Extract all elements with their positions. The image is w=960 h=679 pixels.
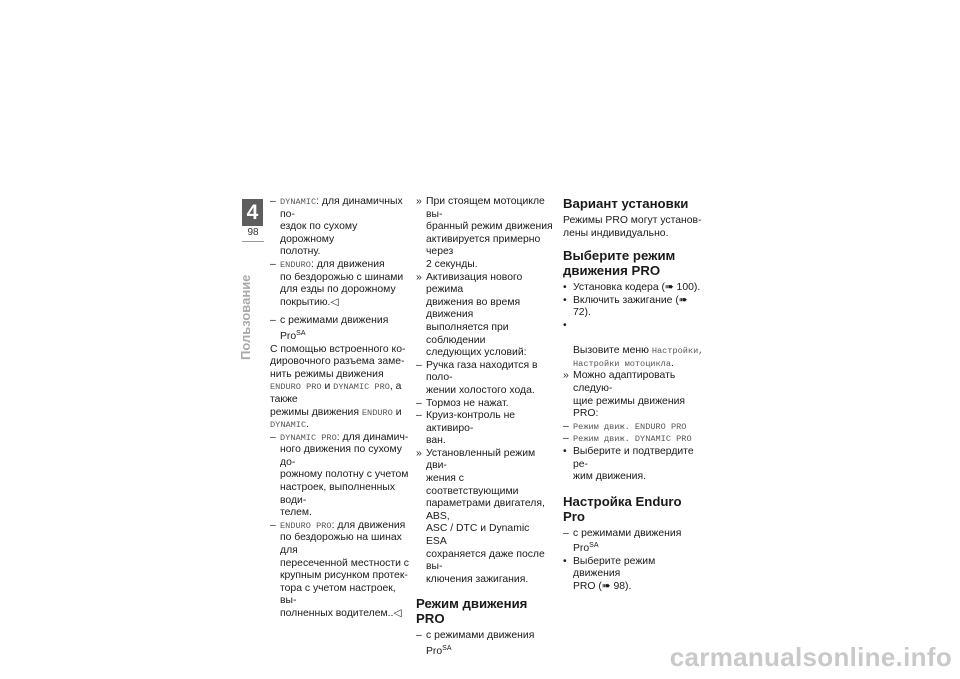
list-item: [563, 556, 705, 594]
chapter-number: 4: [242, 199, 263, 226]
list-item: [416, 272, 553, 360]
watermark-text: carmanualsonline.info: [669, 642, 952, 672]
item-text: Вызовите меню: [573, 345, 652, 357]
mode-code: ENDURO: [361, 407, 393, 418]
list-item: [270, 432, 410, 520]
dash-marker: –: [416, 397, 422, 409]
list-item: [416, 448, 553, 587]
item-text: Выберите режим движения PRO (➠ 98).: [573, 555, 656, 593]
section-heading: Выберите режим движения PRO: [563, 248, 676, 279]
dash-marker: –: [416, 630, 422, 642]
bullet-marker: •: [563, 445, 567, 457]
mode-code: ENDURO PRO: [280, 520, 332, 531]
result-marker: »: [563, 370, 569, 382]
item-text: : для движения по бездорожью с шинами для езды по дорожному покрытию.◁: [280, 258, 404, 308]
dash-marker: –: [270, 258, 276, 270]
result-marker: »: [416, 447, 422, 459]
item-text: При стоящем мотоцикле вы- бранный режим движения активируется примерно через 2 секунды.: [426, 196, 553, 270]
item-text: Установленный режим дви- жения с соответствующими параметрами двигателя, ABS, ASC / DTC и Dynamic ESA сохраняется даже после вы- ключения зажигания.: [426, 447, 545, 585]
list-item: [563, 295, 705, 320]
dash-marker: –: [270, 196, 276, 207]
item-text: с режимами движения Pro: [573, 527, 682, 555]
bullet-marker: •: [563, 555, 567, 567]
list-item: [416, 410, 553, 448]
item-text: Активизация нового режима движения во время движения выполняется при соблюдении следующих условий:: [426, 271, 527, 359]
list-item: [270, 520, 410, 621]
item-text: : для динамич- ного движения по сухому до- рожному полотну с учетом настроек, выполненных води- телем.: [280, 431, 409, 519]
para-text: С помощью встроенного ко- дировочного разъема заме- нить режимы движения: [270, 343, 406, 380]
menu-path: Настройки, Настройки мотоцикла: [573, 346, 704, 369]
list-item: [416, 360, 553, 398]
list-item: [270, 196, 410, 259]
mode-code: ENDURO: [280, 259, 311, 270]
item-text: Можно адаптировать следую- щие режимы движения PRO:: [573, 370, 685, 420]
page-number: 98: [247, 227, 259, 238]
dash-marker: –: [563, 527, 569, 539]
tab-divider: [242, 241, 264, 242]
sa-superscript: SA: [296, 329, 306, 337]
bullet-marker: •: [563, 282, 567, 294]
list-item: [416, 630, 553, 658]
list-item: [416, 196, 553, 272]
mode-code: DYNAMIC PRO: [280, 432, 337, 443]
item-text: Ручка газа находится в поло- жении холостого хода.: [426, 359, 538, 396]
list-item: [563, 446, 705, 484]
dash-marker: –: [563, 420, 569, 432]
section-heading: Настройка Enduro Pro: [563, 493, 682, 524]
list-item: [270, 315, 410, 343]
list-item: [416, 398, 553, 411]
list-item: [563, 421, 705, 434]
list-item: [563, 320, 705, 370]
section-heading: Режим движения PRO: [416, 596, 528, 627]
bullet-marker: •: [563, 319, 567, 331]
sa-superscript: SA: [442, 645, 452, 652]
item-text: Включить зажигание (➠ 72).: [573, 294, 688, 319]
mode-code: DYNAMIC: [280, 197, 317, 207]
list-item: [270, 259, 410, 309]
mode-code: DYNAMIC: [270, 420, 307, 431]
dash-marker: –: [270, 519, 276, 531]
result-marker: »: [416, 196, 422, 207]
list-item: [563, 433, 705, 446]
column-1: [270, 196, 410, 621]
item-text: с режимами движения Pro: [426, 630, 535, 657]
paragraph: [270, 344, 410, 432]
result-marker: »: [416, 271, 422, 283]
list-item: [563, 282, 705, 295]
item-text: Установка кодера (➠ 100).: [573, 282, 701, 294]
dash-marker: –: [563, 433, 569, 445]
item-text: Тормоз не нажат.: [426, 397, 509, 409]
dash-marker: –: [416, 410, 422, 422]
column-2: [416, 196, 553, 659]
paragraph: Режимы PRO могут установ- лены индивидуально.: [563, 215, 702, 239]
sa-superscript: SA: [589, 542, 599, 550]
chapter-title: Пользование: [238, 274, 253, 360]
para-text: и: [321, 381, 334, 393]
item-text: : для движения по бездорожью на шинах для пересеченной местности с крупным рисунком протек- тора с учетом настроек, вы- полненных водителем..◁: [280, 519, 409, 619]
dash-marker: –: [416, 359, 422, 371]
item-text: : для динамичных по- ездок по сухому дорожному полотну.: [280, 196, 403, 258]
item-text: .: [671, 357, 674, 369]
mode-code: ENDURO PRO: [270, 382, 322, 393]
item-text: с режимами движения Pro: [280, 315, 389, 342]
bullet-marker: •: [563, 294, 567, 306]
section-heading: Вариант установки: [563, 196, 689, 211]
list-item: [563, 528, 705, 556]
item-text: Круиз-контроль не активиро- ван.: [426, 410, 516, 447]
para-text: .: [306, 419, 309, 431]
list-item: [563, 370, 705, 420]
menu-path: Режим движ. DYNAMIC PRO: [573, 434, 692, 445]
para-text: , а также режимы движения: [270, 381, 402, 418]
menu-path: Режим движ. ENDURO PRO: [573, 421, 687, 432]
para-text: и: [395, 406, 402, 418]
item-text: Выберите и подтвердите ре- жим движения.: [573, 445, 694, 483]
dash-marker: –: [270, 431, 276, 443]
mode-code: DYNAMIC PRO: [333, 382, 390, 393]
column-3: [563, 196, 705, 594]
dash-marker: –: [270, 315, 276, 327]
